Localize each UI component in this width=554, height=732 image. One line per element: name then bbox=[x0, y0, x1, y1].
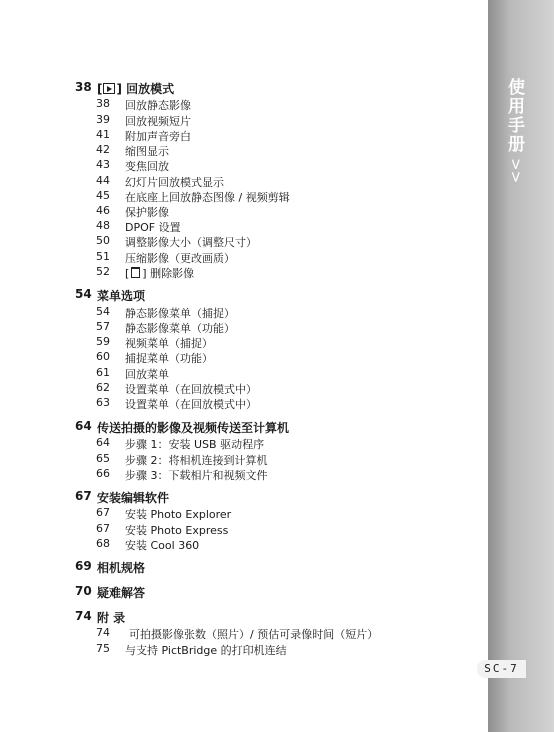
page-number: SC-7 bbox=[477, 660, 526, 678]
item-title: 缩图显示 bbox=[125, 145, 169, 158]
section-page-number: 38 bbox=[75, 80, 92, 94]
sidebar-title: 使用手册 bbox=[504, 78, 524, 154]
item-title: [ ] 删除影像 bbox=[125, 267, 195, 280]
item-page-number: 57 bbox=[96, 320, 110, 333]
item-title: 保护影像 bbox=[125, 206, 169, 219]
item-page-number: 41 bbox=[96, 128, 110, 141]
item-title: 安装 Photo Explorer bbox=[125, 508, 232, 521]
item-title: 安装 Photo Express bbox=[125, 524, 229, 537]
item-page-number: 43 bbox=[96, 158, 110, 171]
item-title: DPOF 设置 bbox=[125, 221, 181, 234]
section-page-number: 69 bbox=[75, 559, 92, 573]
item-page-number: 52 bbox=[96, 265, 110, 278]
item-page-number: 42 bbox=[96, 143, 110, 156]
section-page-number: 74 bbox=[75, 609, 92, 623]
item-page-number: 38 bbox=[96, 97, 110, 110]
section-title: 传送拍摄的影像及视频传送至计算机 bbox=[97, 421, 290, 435]
item-page-number: 54 bbox=[96, 305, 110, 318]
section-title: 安装编辑软件 bbox=[97, 491, 170, 505]
section-page-number: 64 bbox=[75, 419, 92, 433]
item-title: 步骤 2：将相机连接到计算机 bbox=[125, 454, 268, 467]
item-page-number: 75 bbox=[96, 642, 110, 655]
section-page-number: 67 bbox=[75, 489, 92, 503]
item-title: 静态影像菜单（功能） bbox=[125, 322, 235, 335]
item-page-number: 67 bbox=[96, 506, 110, 519]
item-page-number: 51 bbox=[96, 250, 110, 263]
item-title: 幻灯片回放模式显示 bbox=[125, 176, 224, 189]
item-title: 压缩影像（更改画质） bbox=[125, 252, 235, 265]
item-title: 步骤 1：安装 USB 驱动程序 bbox=[125, 438, 265, 451]
item-page-number: 63 bbox=[96, 396, 110, 409]
trash-icon bbox=[131, 267, 140, 278]
item-page-number: 50 bbox=[96, 234, 110, 247]
item-page-number: 45 bbox=[96, 189, 110, 202]
item-title: 回放视频短片 bbox=[125, 115, 191, 128]
item-page-number: 65 bbox=[96, 452, 110, 465]
item-title: 与支持 PictBridge 的打印机连结 bbox=[125, 644, 287, 657]
item-page-number: 68 bbox=[96, 537, 110, 550]
section-page-number: 70 bbox=[75, 584, 92, 598]
item-title: 捕捉菜单（功能） bbox=[125, 352, 213, 365]
item-title: 调整影像大小（调整尺寸） bbox=[125, 236, 257, 249]
item-title: 设置菜单（在回放模式中） bbox=[125, 398, 257, 411]
section-title: 疑难解答 bbox=[97, 586, 146, 600]
item-title: 回放静态影像 bbox=[125, 99, 191, 112]
item-title: 视频菜单（捕捉） bbox=[125, 337, 213, 350]
item-title: 设置菜单（在回放模式中） bbox=[125, 383, 257, 396]
play-mode-icon bbox=[103, 83, 115, 94]
item-page-number: 44 bbox=[96, 174, 110, 187]
item-page-number: 61 bbox=[96, 366, 110, 379]
item-title: 可拍摄影像张数（照片）/ 预估可录像时间（短片） bbox=[129, 628, 379, 641]
item-page-number: 48 bbox=[96, 219, 110, 232]
item-title: 静态影像菜单（捕捉） bbox=[125, 307, 235, 320]
item-title: 回放菜单 bbox=[125, 368, 169, 381]
item-page-number: 66 bbox=[96, 467, 110, 480]
item-page-number: 67 bbox=[96, 522, 110, 535]
item-page-number: 59 bbox=[96, 335, 110, 348]
item-page-number: 62 bbox=[96, 381, 110, 394]
item-page-number: 64 bbox=[96, 436, 110, 449]
item-page-number: 46 bbox=[96, 204, 110, 217]
item-page-number: 74 bbox=[96, 626, 110, 639]
item-page-number: 60 bbox=[96, 350, 110, 363]
section-title: 相机规格 bbox=[97, 561, 146, 575]
section-title: 附 录 bbox=[97, 611, 126, 625]
section-title: [ ] 回放模式 bbox=[97, 82, 175, 96]
section-page-number: 54 bbox=[75, 287, 92, 301]
section-title: 菜单选项 bbox=[97, 289, 146, 303]
item-title: 步骤 3：下载相片和视频文件 bbox=[125, 469, 268, 482]
item-title: 安装 Cool 360 bbox=[125, 539, 200, 552]
item-title: 在底座上回放静态图像 / 视频剪辑 bbox=[125, 191, 290, 204]
item-title: 变焦回放 bbox=[125, 160, 169, 173]
item-title: 附加声音旁白 bbox=[125, 130, 191, 143]
sidebar-arrows: >> bbox=[507, 158, 525, 184]
item-page-number: 39 bbox=[96, 113, 110, 126]
